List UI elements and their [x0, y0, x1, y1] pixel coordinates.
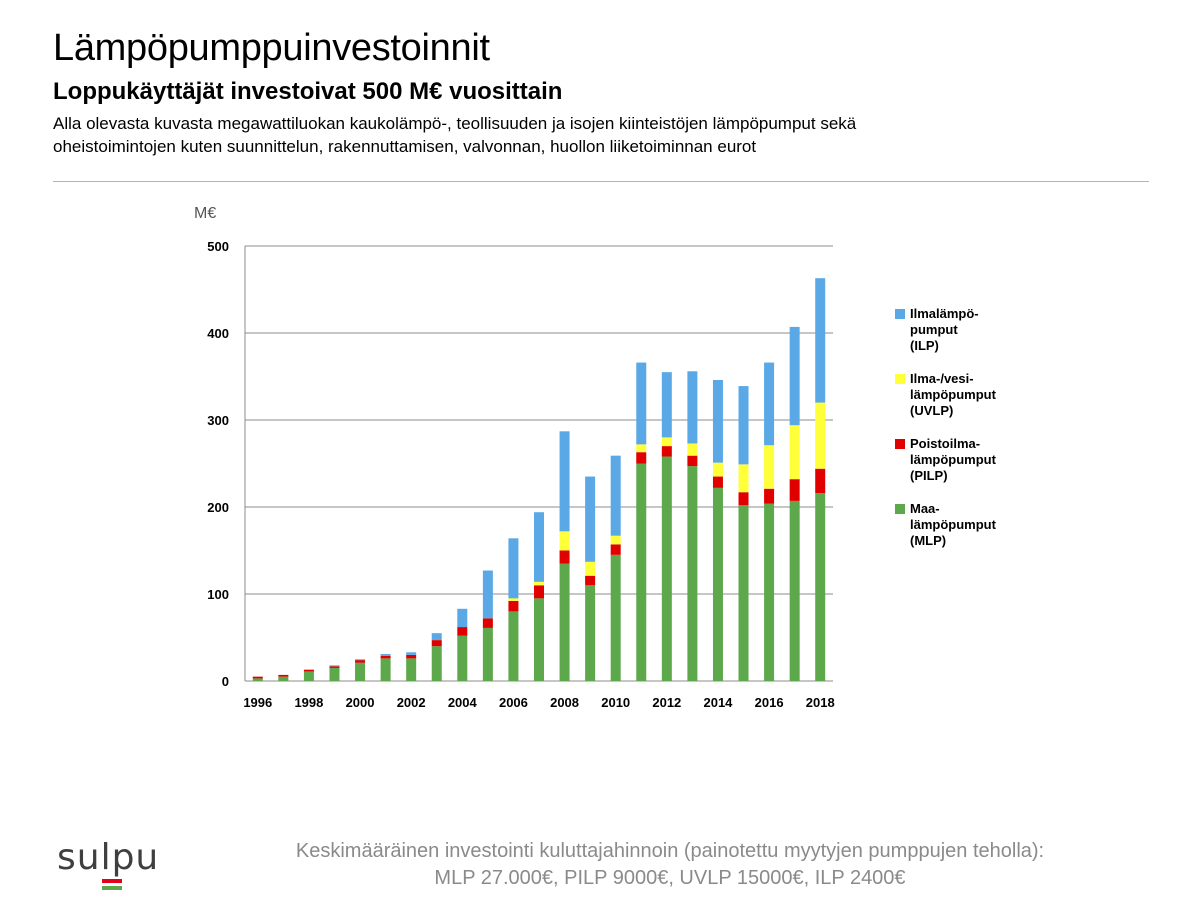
description-line-1: Alla olevasta kuvasta megawattiluokan kaukolämpö-, teollisuuden ja isojen kiinteistöjen lämpöpumput sekä [53, 114, 857, 133]
bar-segment-2014-s3 [713, 380, 723, 463]
bar-segment-2012-s3 [662, 372, 672, 437]
bar-segment-2013-s1 [687, 456, 697, 466]
bar-segment-2001-s0 [381, 658, 391, 681]
bar-segment-2017-s3 [790, 327, 800, 425]
bar-segment-2008-s1 [560, 551, 570, 564]
y-tick-label: 0 [221, 674, 229, 689]
legend-label: (PILP) [910, 468, 948, 483]
bar-segment-2010-s1 [611, 544, 621, 554]
bar-segment-2012-s2 [662, 437, 672, 446]
legend-swatch [895, 309, 905, 319]
legend-label: pumput [910, 322, 958, 337]
bar-segment-2012-s1 [662, 446, 672, 456]
bar-segment-2011-s1 [636, 452, 646, 463]
bar-segment-2016-s1 [764, 489, 774, 504]
bar-segment-1996-s0 [253, 678, 263, 681]
bar-segment-2018-s0 [815, 493, 825, 681]
bar-segment-2018-s1 [815, 469, 825, 493]
bar-segment-2000-s3 [355, 659, 365, 660]
bar-segment-2004-s1 [457, 627, 467, 636]
bar-segment-1996-s1 [253, 677, 263, 679]
page-title: Lämpöpumppuinvestoinnit [53, 27, 490, 69]
bar-segment-1998-s0 [304, 671, 314, 681]
bar-segment-2007-s3 [534, 512, 544, 582]
bar-segment-2000-s0 [355, 663, 365, 681]
bar-segment-2003-s1 [432, 640, 442, 646]
bar-segment-2010-s0 [611, 555, 621, 681]
bar-segment-2013-s3 [687, 371, 697, 443]
bar-segment-2004-s0 [457, 636, 467, 681]
y-tick-label: 300 [207, 413, 229, 428]
bar-segment-2003-s3 [432, 633, 442, 640]
bar-segment-2002-s0 [406, 658, 416, 681]
bar-segment-2009-s3 [585, 477, 595, 562]
bar-segment-1998-s1 [304, 670, 314, 672]
footer-line-1: Keskimääräinen investointi kuluttajahinnoin (painotettu myytyjen pumppujen teholla): [295, 840, 1045, 862]
bar-segment-2014-s1 [713, 477, 723, 488]
bar-segment-2015-s3 [739, 386, 749, 464]
logo-stripe-red [102, 879, 122, 883]
description-line-2: oheistoimintojen kuten suunnittelun, rakennuttamisen, valvonnan, huollon liiketoiminnan eurot [53, 137, 757, 156]
bar-segment-2011-s3 [636, 363, 646, 445]
x-tick-label: 2004 [447, 695, 477, 710]
bar-segment-2001-s3 [381, 654, 391, 656]
bar-segment-2011-s2 [636, 444, 646, 452]
bar-segment-2011-s0 [636, 464, 646, 682]
bar-segment-2007-s0 [534, 598, 544, 681]
bar-segment-1999-s1 [329, 666, 339, 668]
bar-segment-2001-s1 [381, 656, 391, 659]
bar-segment-2005-s3 [483, 571, 493, 619]
bar-segment-2009-s1 [585, 576, 595, 586]
x-tick-label: 2002 [396, 695, 426, 710]
bar-segment-2005-s0 [483, 628, 493, 681]
bar-segment-2014-s0 [713, 488, 723, 681]
logo-stripe-green [102, 886, 122, 890]
bar-segment-2003-s0 [432, 646, 442, 681]
legend-label: Ilma-/vesi- [910, 371, 974, 386]
y-axis-unit-label: M€ [194, 205, 217, 222]
bar-segment-2009-s2 [585, 562, 595, 576]
bar-segment-1997-s0 [278, 677, 288, 681]
bar-segment-2016-s2 [764, 445, 774, 489]
bar-segment-2008-s3 [560, 431, 570, 531]
bar-segment-2015-s1 [739, 492, 749, 505]
x-tick-label: 2000 [345, 695, 375, 710]
bar-segment-1999-s3 [329, 665, 339, 666]
bar-segment-2007-s2 [534, 582, 544, 585]
footer-line-2: MLP 27.000€, PILP 9000€, UVLP 15000€, ILP 2400€ [434, 867, 906, 889]
legend-swatch [895, 374, 905, 384]
bar-segment-2002-s3 [406, 652, 416, 655]
x-tick-label: 2016 [754, 695, 784, 710]
bar-segment-2009-s0 [585, 585, 595, 681]
legend-label: Poistoilma- [910, 436, 981, 451]
bar-segment-2016-s3 [764, 363, 774, 446]
x-tick-label: 2008 [550, 695, 580, 710]
bar-segment-2015-s0 [739, 505, 749, 681]
bar-segment-2015-s2 [739, 464, 749, 492]
bar-segment-2016-s0 [764, 504, 774, 681]
sulpu-logo [57, 838, 187, 890]
x-tick-label: 1996 [243, 695, 273, 710]
x-tick-label: 2012 [652, 695, 682, 710]
bar-segment-2006-s2 [508, 598, 518, 601]
y-tick-label: 400 [207, 326, 229, 341]
legend-label: Maa- [910, 501, 940, 516]
legend-label: (MLP) [910, 533, 947, 548]
bar-segment-2017-s2 [790, 425, 800, 479]
bar-segment-2007-s1 [534, 585, 544, 598]
bar-segment-2018-s3 [815, 278, 825, 402]
logo-wordmark: sulpu [57, 837, 160, 878]
x-tick-label: 2014 [703, 695, 733, 710]
bar-segment-2006-s3 [508, 538, 518, 598]
footer-note [220, 838, 1120, 892]
legend-label: lämpöpumput [910, 452, 996, 467]
bar-segment-2018-s2 [815, 403, 825, 469]
legend-swatch [895, 504, 905, 514]
legend-swatch [895, 439, 905, 449]
bar-segment-2014-s2 [713, 463, 723, 477]
bar-segment-2013-s2 [687, 443, 697, 455]
bar-segment-2004-s3 [457, 609, 467, 627]
bar-segment-1999-s0 [329, 668, 339, 681]
bar-segment-2008-s2 [560, 531, 570, 550]
x-tick-label: 2006 [498, 695, 528, 710]
bar-segment-2010-s3 [611, 456, 621, 536]
bar-segment-2002-s1 [406, 655, 416, 658]
x-tick-label: 2010 [601, 695, 631, 710]
page-subtitle: Loppukäyttäjät investoivat 500 M€ vuosittain [53, 78, 563, 105]
legend-label: (ILP) [910, 338, 939, 353]
y-tick-label: 500 [207, 239, 229, 254]
bar-segment-2008-s0 [560, 564, 570, 681]
y-tick-label: 100 [207, 587, 229, 602]
legend-label: lämpöpumput [910, 517, 996, 532]
bar-segment-2006-s0 [508, 611, 518, 681]
legend-label: Ilmalämpö- [910, 306, 979, 321]
bar-segment-2010-s2 [611, 536, 621, 545]
x-tick-label: 1998 [294, 695, 324, 710]
legend-label: lämpöpumput [910, 387, 996, 402]
legend-label: (UVLP) [910, 403, 954, 418]
bar-segment-2012-s0 [662, 457, 672, 681]
bar-segment-2017-s1 [790, 479, 800, 501]
bar-segment-1997-s1 [278, 675, 288, 677]
bar-segment-2000-s1 [355, 660, 365, 663]
bar-segment-2017-s0 [790, 501, 800, 681]
bar-segment-2006-s1 [508, 601, 518, 611]
y-tick-label: 200 [207, 500, 229, 515]
bar-segment-2013-s0 [687, 466, 697, 681]
x-tick-label: 2018 [805, 695, 835, 710]
bar-segment-2005-s1 [483, 618, 493, 628]
